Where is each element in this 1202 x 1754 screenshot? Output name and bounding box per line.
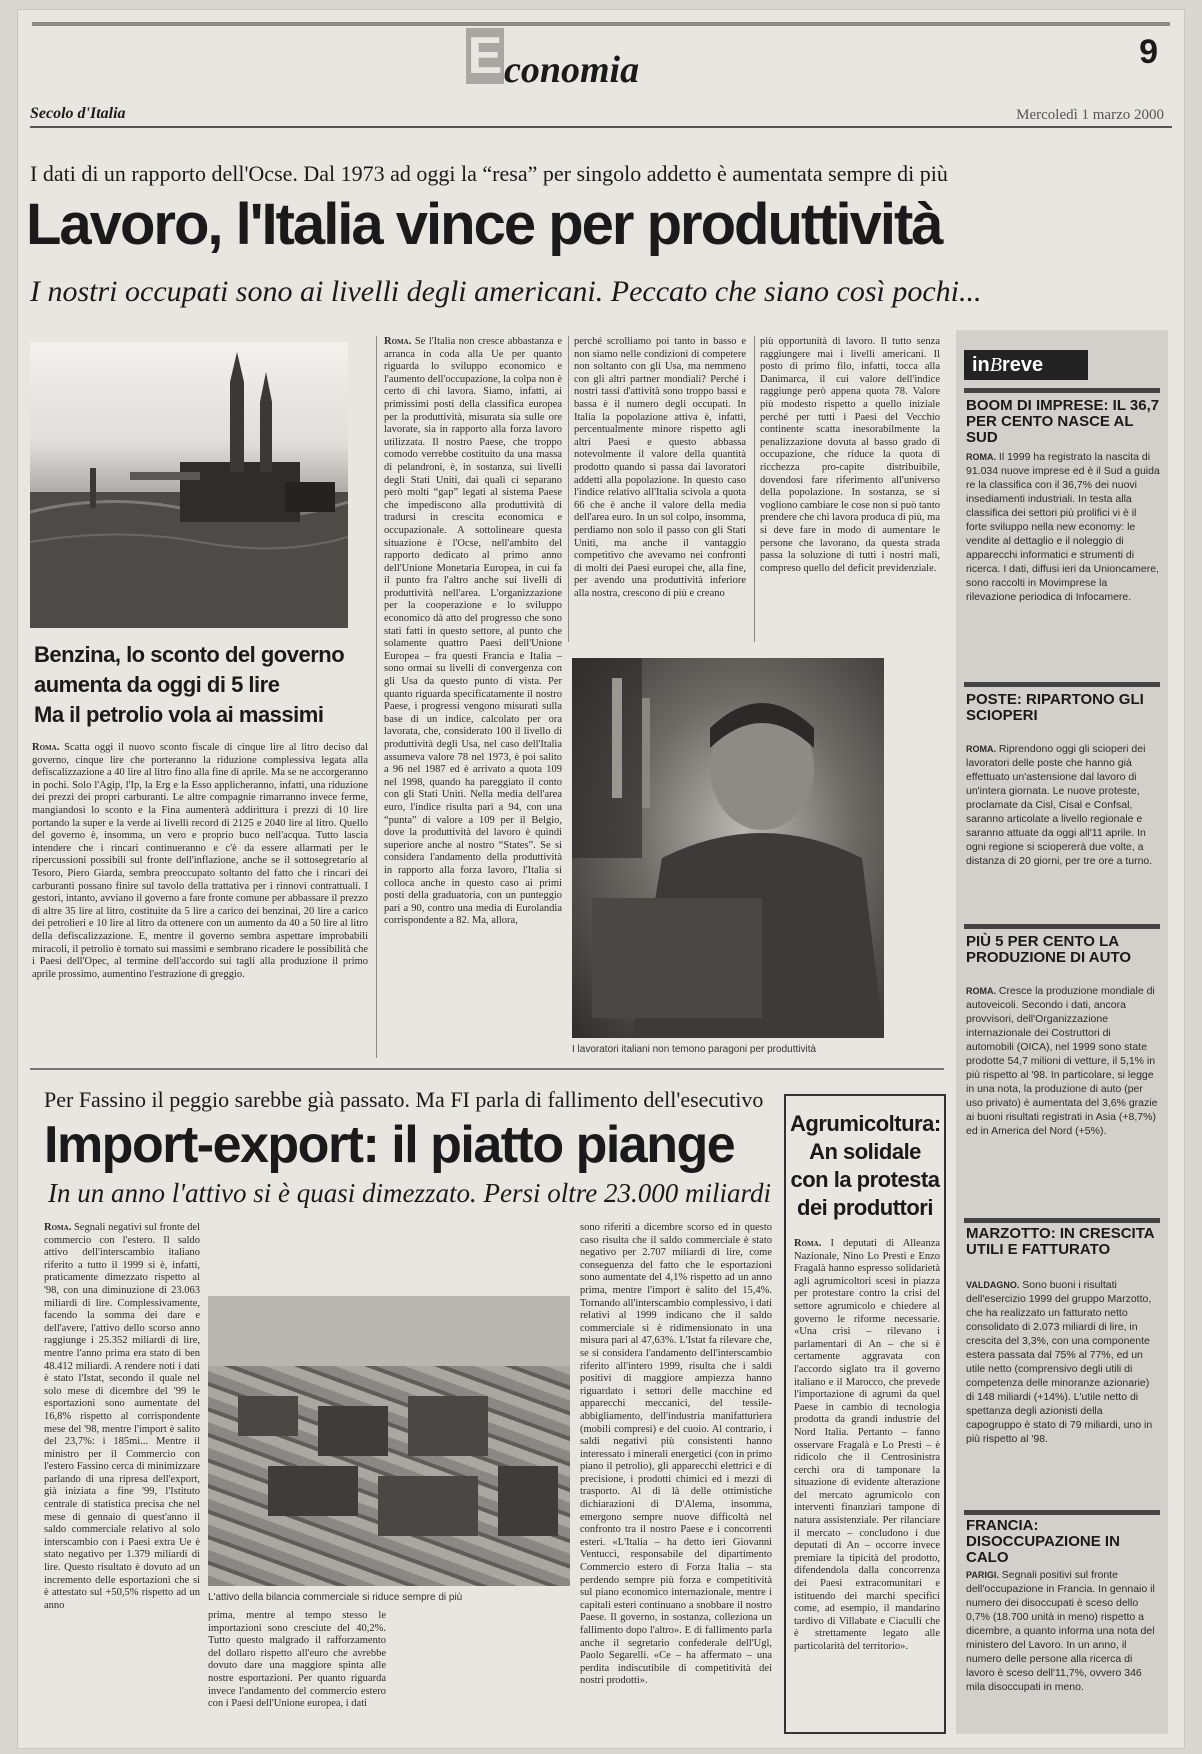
- benzina-text: Scatta oggi il nuovo sconto fiscale di cinque lire al litro deciso dal governo, cinque lire che porteranno la riduzione complessiva legata alla defiscalizzazione a 40 lire al litro fino alla fine di aprile. Ma se ne accorgeranno in pochi. Solo l'Agip, l'Ip, la Erg e la Esso applicheranno, infatti, una riduzione dei prezzi dei propri carburanti. Le altre compagnie rimarranno invece ferme, mangiandosi lo sconto e la Fina aumenterà addirittura i prezzi di 10 lire portando la super e la verde ai livelli record di 2125 e 2040 lire al litro. Quello del governo è, insomma, un vero e proprio buco nell'acqua. Tutto lascia intendere che i rincari continueranno e c'è da essere allarmati per le ripercussioni possibili sul fronte dell'inflazione, anche se il sottosegretario al Tesoro, Piero Giarda, sembra preoccupato soltanto del fatto che i rincari dei carburanti possano finire sul tavolo della trattativa per i rinnovi contrattuali. I gestori, intanto, avviano il governo a fare fronte comune per abbassare il prezzo di altre 35 lire al litro, costituite da 5 lire a carico dei benzinai, 20 lire a carico dei petrolieri e 10 lire al litro da ottenere con un aumento da 40 a 50 lire al litro della defiscalizzazione. E, mentre il governo sembra aspettare improbabili miracoli, il petrolio è tornato sui massimi e sembrano ricadere le possibilità che i Paesi dell'Opec, al termine dell'accordo sui tagli alla produzione il primo aprile prossimo, aumentino l'estrazione di greggio.: [32, 742, 368, 980]
- masthead: Secolo d'Italia: [30, 105, 126, 122]
- brief-item: [966, 984, 1160, 1216]
- main-column-2: perché scrolliamo poi tanto in basso e non siamo nelle condizioni di competere non soltanto con gli Usa, ma nemmeno con gli altri partner mondiali? Perché i nostri tassi d'attività sono troppo bassi e bassa è il numero degli occupati. In Italia la popolazione attiva è, infatti, percentualmente minore rispetto agli altri Paesi e questo abbassa notevolmente il valore della quantità prodotto quando si passa dai lavoratori addetti alla popolazione. In questo caso l'indice relativo all'Italia scivola a quota 66 che è anche il valore della media dell'area euro. In un sol colpo, insomma, perdiamo non solo il passo con gli Stati Uniti, ma anche il vantaggio competitivo che avevamo nei confronti di molti dei Paesi europei che, alla fine, per avendo una produttività inferiore alla nostra, crescono di più e creano: [574, 336, 746, 599]
- bottom-column-1: [44, 1222, 200, 1734]
- brief-title: FRANCIA: DISOCCUPAZIONE IN CALO: [966, 1517, 1120, 1566]
- logo-part: in: [972, 354, 990, 376]
- benzina-headline: [34, 640, 364, 730]
- main-dateline: Roma.: [384, 336, 412, 347]
- brief-rule: [964, 924, 1160, 929]
- bottom-column-2: prima, mentre al tempo stesso le importazioni sono cresciute del 40,2%. Tutto questo malgrado il rafforzamento del dollaro rispetto all'euro che avrebbe dovuto dare una maggiore spinta alle nostre esportazioni. Per quanto riguarda invece l'andamento del commercio estero con i Paesi dell'Unione europea, i dati: [208, 1610, 386, 1710]
- brief-dateline: ROMA.: [966, 986, 996, 996]
- in-breve-logo: [964, 350, 1088, 380]
- column-separator: [376, 336, 377, 1058]
- brief-dateline: ROMA.: [966, 452, 996, 462]
- brief-rule: [964, 1218, 1160, 1223]
- brief-title: POSTE: RIPARTONO GLI SCIOPERI: [966, 691, 1144, 724]
- brief-dateline: VALDAGNO.: [966, 1280, 1020, 1290]
- oil-rig-photo: [30, 342, 348, 628]
- newspaper-page: [18, 10, 1184, 1748]
- brief-item: [966, 742, 1160, 922]
- brief-title: BOOM DI IMPRESE: IL 36,7 PER CENTO NASCE AL SUD: [966, 397, 1160, 446]
- brief-title: MARZOTTO: IN CRESCITA UTILI E FATTURATO: [966, 1225, 1155, 1258]
- brief-rule: [964, 388, 1160, 393]
- top-rule: [32, 22, 1170, 26]
- benzina-body: [32, 742, 368, 1046]
- issue-date: Mercoledì 1 marzo 2000: [1016, 107, 1164, 123]
- main-kicker: I dati di un rapporto dell'Ocse. Dal 1973 ad oggi la “resa” per singolo addetto è aumentata sempre di più: [30, 161, 948, 186]
- brief-item: [966, 1278, 1160, 1508]
- benzina-dateline: Roma.: [32, 742, 60, 753]
- bottom-column-1-text: Segnali negativi sul fronte del commercio con l'estero. Il saldo attivo dell'interscambio italiano riferito a tutto il 1999 si è, infatti, praticamente dimezzato rispetto al '98, con una diminuzione di 23.063 miliardi di lire. Complessivamente, facendo la somma dei dare e dell'avere, l'attivo dello scorso anno raggiunge i 25.352 miliardi di lire, mentre l'anno prima era stato di ben 48.412 miliardi. A rendere noti i dati è stato l'Istat, secondo il quale nel solo mese di dicembre del '99 le esportazioni sono aumentate del 16,8% rispetto al corrispondente mese del '98, mentre l'import è salito del 23,7%: i 185mi... Mentre il ministro per il Commercio con l'estero Fassino cerca di minimizzare parlando di una ripresa dell'export, già iniziata a fine '99, l'Istituto centrale di statistica precisa che nel mese di gennaio di quest'anno il saldo commerciale relativo al solo interscambio con i Paesi extra Ue è stato negativo per 1.379 miliardi di lire. Questo risultato è dovuto ad un incremento delle esportazioni che si è attestato sul +50,5% rispetto ad un anno: [44, 1222, 200, 1611]
- brief-rule: [964, 682, 1160, 687]
- bottom-dateline: Roma.: [44, 1222, 72, 1233]
- brief-text: Il 1999 ha registrato la nascita di 91.034 nuove imprese ed è il Sud a guida re la classifica con il 36,7% dei nuovi insediamenti industriali. In testa alla classifica dei settori più prolifici vi è il forte sviluppo nella new economy: le vendite al dettaglio e il noleggio di apparecchi informatici e strumenti di ricerca. I dati, diffusi ieri da Unioncamere, sono raccolti in Movimprese la rilevazione periodica di Infocamere.: [966, 451, 1160, 603]
- agrumicoltura-dateline: Roma.: [794, 1238, 822, 1249]
- brief-text: Cresce la produzione mondiale di autoveicoli. Secondo i dati, ancora provvisori, dell'Organizzazione internazionale dei Costruttori di automobili (OICA), nel 1999 sono state prodotte 54,7 milioni di vetture, il 5,1% in più rispetto al '98. In particolare, si legge in una nota, la produzione di auto (per uso privato) è aumentata del 3,6% grazie ai buoni risultati registrati in Asia (+8,7%) ed in America del Nord (+5%).: [966, 985, 1158, 1137]
- worker-photo: [572, 658, 884, 1038]
- benzina-headline-line2: aumenta da oggi di 5 lire: [34, 672, 280, 697]
- page-number: 9: [1139, 33, 1158, 71]
- bottom-column-2b: [396, 1610, 570, 1734]
- date-rule: [30, 126, 1172, 128]
- worker-photo-caption: I lavoratori italiani non temono paragoni per produttività: [572, 1044, 817, 1055]
- logo-part: B: [989, 354, 1002, 376]
- main-headline: Lavoro, l'Italia vince per produttività: [26, 192, 942, 257]
- section-initial: E: [467, 27, 503, 85]
- oil-rig-illustration: [30, 342, 348, 628]
- bottom-kicker: Per Fassino il peggio sarebbe già passato. Ma FI parla di fallimento dell'esecutivo: [44, 1087, 764, 1112]
- main-column-3: più opportunità di lavoro. Il tutto senza raggiungere mai i livelli americani. Il posto di primo filo, infatti, tocca alla Danimarca, il cui valore dell'indice raggiunge però appena quota 78. Valore più modesto rispetto a quello iniziale perché per tutti i Paesi del Vecchio continente scatta inesorabilmente la penalizzazione dovuta al basso grado di occupazione, che riduce la quota di ricchezza pro-capite distribuibile, dovendosi fare riferimento all'universo della popolazione. In sostanza, se si vogliono cambiare le cose non si può tanto prendere che chi lavora produca di più, ma si deve fare in modo di aumentare le persone che lavorano, da questa strada passa la soluzione di tutti i nostri mali, compreso quello del deficit previdenziale.: [760, 336, 940, 574]
- agrumicoltura-headline: Agrumicoltura: An solidale con la protesta dei produttori: [790, 1111, 941, 1220]
- main-subheadline: I nostri occupati sono ai livelli degli americani. Peccato che siano così pochi...: [30, 275, 982, 308]
- column-separator: [754, 336, 755, 642]
- agrumicoltura-text: I deputati di Alleanza Nazionale, Nino Lo Presti e Enzo Fragalà hanno espresso solidarietà agli agrumicoltori scesi in piazza per protestare contro la crisi del settore agrumicolo e chiedere al governo le riforme necessarie. «Una crisi – rilevano i parlamentari di An – che si è certamente aggravata con l'accordo siglato tra il governo italiano e il Marocco, che prevede l'importazione di agrumi da quel Paese in cambio di tecnologia prodotta da grandi industrie del Nord Italia. Pertanto – fanno osservare Fragalà e Lo Presti – è ridicolo che il Centrosinistra cerchi ora di tamponare la situazione di evidente alterazione del mercato agrumicolo con interventi finanziari tampone di natura assistenziale. Per rilanciare il mercato – concludono i due deputati di An – occorre invece premiare la tipicità del prodotto, difendendola dalla concorrenza dei Paesi extracomunitari e istituendo dei marchi specifici come, ad esempio, il mandarino tardivo di Villabate e Ciaculli che è strettamente legato alle particolarità del territorio».: [794, 1238, 940, 1652]
- brief-text: Riprendono oggi gli scioperi dei lavoratori delle poste che hanno già effettuato un'astensione dal lavoro di un'intera giornata. Le nuove proteste, proclamate da Cisl, Cisal e Confsal, saranno articolate a livello regionale e saranno attuate da oggi all'11 aprile. In ogni regione si sciopererà due volte, a distanza di 20 giorni, per tre ore a turno.: [966, 743, 1153, 867]
- brief-title: PIÙ 5 PER CENTO LA PRODUZIONE DI AUTO: [966, 933, 1132, 966]
- main-column-1: [384, 336, 562, 1058]
- agrumicoltura-body: [794, 1238, 940, 1728]
- section-title: conomia: [504, 49, 640, 91]
- city-illustration: [208, 1296, 570, 1586]
- bottom-column-3: sono riferiti a dicembre scorso ed in questo caso risulta che il saldo commerciale è stato negativo per 2.707 miliardi di lire, come conseguenza del fatto che le esportazioni sono aumentate del 4,1% rispetto ad un anno prima, mentre l'import è salito del 15,4%. Tornando all'interscambio complessivo, i dati relativi al 1999 indicano che il saldo commerciale si è ridimensionato in una misura pari al 47,63%. L'Istat fa rilevare che, se si considera l'andamento dell'interscambio riferito all'intero 1999, risulta che i saldi positivi di maggiore ampiezza hanno riguardato i settori delle macchine ed apparecchi meccanici, del tessile-abbigliamento, dell'industria manifatturiera (mobili compresi) e del cuoio. Al contrario, i saldi negativi più consistenti hanno interessato i minerali energetici (con in primo piano il petrolio), gli apparecchi elettrici e di precisione, i prodotti chimici ed i mezzi di trasporto. Al di là delle ottimistiche dichiarazioni di D'Alema, insomma, emergono sempre nuove difficoltà nel confronto tra il nostro Paese e i concorrenti esteri. «L'Italia – ha detto ieri Giovanni Ventucci, responsabile del dipartimento Commercio estero di Forza Italia – sta perdendo sempre più forza e competitività sul piano economico internazionale, mentre i capitali esteri continuano a snobbare il nostro Paese. Il governo, in sostanza, colleziona un fallimento dopo l'altro». E di fallimento parla anche il segretario confederale dell'Ugl, Paolo Segarelli. «Ce – ha affermato – una perdita indiscutibile di competitività dei nostri prodotti».: [580, 1222, 772, 1687]
- brief-text: Segnali positivi sul fronte dell'occupazione in Francia. In gennaio il numero dei disoccupati è sceso dello 0,7% (18.700 unità in meno) rispetto a dicembre, a quanto informa una nota del ministero del Lavoro. In un anno, il numero delle persone alla ricerca di lavoro è sceso dell'11,7%, ovvero 346 mila disoccupati in meno.: [966, 1569, 1155, 1693]
- port-aerial-photo: [208, 1296, 570, 1586]
- brief-dateline: PARIGI.: [966, 1570, 999, 1580]
- benzina-headline-line3: Ma il petrolio vola ai massimi: [34, 702, 324, 727]
- section-rule: [30, 1068, 944, 1070]
- worker-illustration: [572, 658, 884, 1038]
- logo-part: reve: [1002, 354, 1044, 376]
- port-photo-caption: L'attivo della bilancia commerciale si riduce sempre di più: [208, 1592, 463, 1603]
- bottom-headline: Import-export: il piatto piange: [44, 1116, 735, 1174]
- brief-rule: [964, 1510, 1160, 1515]
- column-separator: [568, 336, 569, 642]
- brief-dateline: ROMA.: [966, 744, 996, 754]
- brief-item: [966, 1568, 1160, 1728]
- bottom-subheadline: In un anno l'attivo si è quasi dimezzato. Persi oltre 23.000 miliardi: [48, 1178, 772, 1208]
- brief-item: [966, 450, 1160, 680]
- benzina-headline-line1: Benzina, lo sconto del governo: [34, 642, 345, 667]
- main-column-1-text: Se l'Italia non cresce abbastanza e arranca in coda alla Ue per quanto riguarda lo sviluppo economico e l'aumento dell'occupazione, la colpa non è certo di chi lavora. Siamo, infatti, ai primissimi posti della classifica europea per la produttività, misurata sia sulle ore lavorate, sia in rapporto alla forza lavoro utilizzata. Il nostro Paese, che troppo comodo verrebbe costituito da una massa di pelandroni, è, in sostanza, sui livelli degli Stati Uniti, dai quali ci separano però molti “gap” legati al sistema Paese che impediscono alla produttività di tradursi in crescita economica e occupazionale. A sottolineare questa situazione è l'Ocse, nell'ambito del rapporto dedicato al primo anno dell'Unione Monetaria Europea, in cui fa il punto fra l'altro anche sui livelli di produttività nell'area. L'organizzazione per la cooperazione e lo sviluppo economico dà atto del progresso che sono stati fatti in questo settore, al punto che solamente quattro Paesi dell'Unione Europea – fra questi Francia e Italia – sono ormai su livelli di convergenza con gli Usa da questo punto di vista. Per quanto riguarda specificatamente il nostro Paese, i progressi vengono misurati sulla base di un indice, calcolato per ora lavorata, che, considerato 100 il livello di produttività degli Usa, nel caso dell'Italia assumeva valore 78 nel 1973, è poi salito a 96 nel 1987 ed è arrivato a quota 109 nel 1998, quando ha pareggiato il conto con gli Stati Uniti. Nella media dell'area euro, l'indice risulta pari a 94, con una “punta” di valore a 109 per il Belgio, dove la produttività del lavoro è quindi superiore anche al nostro “States”. Se si considera l'andamento della produttività in rapporto alla forza lavoro, l'Italia si colloca anche in questo caso ai primi posti della graduatoria, con un punteggio pari a 90, contro una media di Eurolandia corrispondente a 82. Ma, allora,: [384, 336, 562, 927]
- brief-text: Sono buoni i risultati dell'esercizio 1999 del gruppo Marzotto, che ha realizzato un fatturato netto consolidato di 2.073 miliardi di lire, in crescita del 3,3%, con una componente estera passata dal 75% al 77%, ed un utile netto (comprensivo degli utili di competenza delle minoranze azionarie) di 148 miliardi (+14%). L'utile netto di spettanza degli azionisti della capogruppo è stato di 79 miliardi, uno in più rispetto al '98.: [966, 1279, 1153, 1445]
